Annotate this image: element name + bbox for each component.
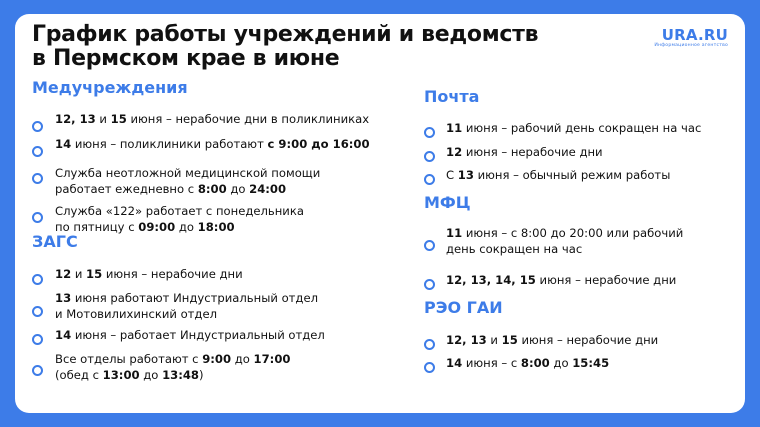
bullet-icon — [424, 339, 435, 350]
text: июня – поликлиники работают — [71, 137, 268, 151]
text: июня – нерабочие дни — [535, 273, 677, 287]
bullet-icon — [424, 174, 435, 185]
bold-text: 12 — [55, 267, 72, 281]
text: июня – нерабочие дни — [102, 267, 243, 281]
text: июня – рабочий день сокращен на час — [462, 121, 702, 135]
bold-text: 11 — [446, 226, 463, 240]
text: С — [446, 168, 458, 182]
list-item-post-3 — [446, 167, 670, 183]
bold-text: 14 — [446, 356, 463, 370]
bold-text: 24:00 — [249, 182, 287, 196]
list-item-line — [446, 332, 658, 348]
list-item-med-4 — [55, 203, 304, 235]
bold-text: 15 — [501, 333, 518, 347]
list-item-line — [55, 306, 318, 322]
list-item-line — [55, 351, 290, 367]
list-item-line — [446, 120, 701, 136]
bullet-icon — [424, 279, 435, 290]
bold-text: 15 — [110, 112, 127, 126]
list-item-med-3 — [55, 165, 320, 197]
text: и Мотовилихинский отдел — [55, 307, 217, 321]
list-item-line — [55, 266, 243, 282]
list-item-line — [55, 290, 318, 306]
ura-logo — [654, 27, 728, 49]
bullet-icon — [424, 240, 435, 251]
logo-tagline: Информационное агентство — [654, 43, 728, 48]
list-item-gai-2 — [446, 355, 609, 371]
text: до — [139, 368, 163, 382]
bold-text: 15:45 — [572, 356, 610, 370]
bold-text: 14 — [55, 328, 72, 342]
list-item-line — [55, 219, 304, 235]
bullet-icon — [32, 274, 43, 285]
text: июня – обычный режим работы — [473, 168, 671, 182]
section-heading-post: Почта — [424, 87, 480, 106]
text: и — [71, 267, 87, 281]
list-item-zags-4 — [55, 351, 290, 383]
bold-text: 13 — [457, 168, 474, 182]
bold-text: 12 — [446, 145, 463, 159]
text: и — [95, 112, 111, 126]
text: июня – нерабочие дни — [462, 145, 603, 159]
text: и — [486, 333, 502, 347]
bullet-icon — [424, 151, 435, 162]
list-item-line — [446, 167, 670, 183]
text: работает ежедневно с — [55, 182, 198, 196]
bold-text: 13:48 — [162, 368, 199, 382]
text: до — [175, 220, 198, 234]
info-card — [15, 14, 745, 413]
bold-text: 12, 13 — [55, 112, 96, 126]
bullet-icon — [32, 212, 43, 223]
text: до — [231, 352, 254, 366]
bold-text: 18:00 — [197, 220, 235, 234]
bold-text: 09:00 — [138, 220, 176, 234]
list-item-line — [55, 327, 325, 343]
bullet-icon — [32, 173, 43, 184]
bold-text: 11 — [446, 121, 463, 135]
bullet-icon — [32, 334, 43, 345]
list-item-zags-3 — [55, 327, 325, 343]
text: Все отделы работают с — [55, 352, 203, 366]
text: июня – с 8:00 до 20:00 или рабочий — [462, 226, 684, 240]
list-item-line — [446, 241, 683, 257]
list-item-line — [446, 355, 609, 371]
bullet-icon — [424, 127, 435, 138]
list-item-line — [446, 225, 683, 241]
list-item-line — [55, 136, 370, 152]
list-item-post-1 — [446, 120, 701, 136]
list-item-med-2 — [55, 136, 370, 152]
text: Служба «122» работает с понедельника — [55, 204, 304, 218]
list-item-line — [55, 165, 320, 181]
bullet-icon — [424, 362, 435, 373]
text: до — [549, 356, 573, 370]
list-item-med-1 — [55, 111, 369, 127]
bold-text: 8:00 — [520, 356, 550, 370]
section-heading-zags: ЗАГС — [32, 232, 78, 251]
page-title — [32, 23, 538, 71]
text: до — [226, 182, 250, 196]
bullet-icon — [32, 146, 43, 157]
bold-text: 15 — [86, 267, 103, 281]
title-line-2: в Пермском крае в июне — [32, 46, 340, 71]
section-heading-med: Медучреждения — [32, 78, 188, 97]
list-item-zags-2 — [55, 290, 318, 322]
text: июня работают Индустриальный отдел — [71, 291, 318, 305]
text: Служба неотложной медицинской помощи — [55, 166, 321, 180]
bold-text: 12, 13 — [446, 333, 487, 347]
bullet-icon — [32, 365, 43, 376]
bold-text: 13 — [55, 291, 72, 305]
bullet-icon — [32, 306, 43, 317]
text: (обед с — [55, 368, 103, 382]
text: июня – работает Индустриальный отдел — [71, 328, 325, 342]
list-item-line — [55, 203, 304, 219]
section-heading-mfc: МФЦ — [424, 193, 471, 212]
bold-text: 12, 13, 14, 15 — [446, 273, 536, 287]
list-item-post-2 — [446, 144, 603, 160]
list-item-line — [55, 367, 290, 383]
bold-text: 13:00 — [102, 368, 140, 382]
list-item-mfc-2 — [446, 272, 676, 288]
bold-text: 14 — [55, 137, 72, 151]
list-item-zags-1 — [55, 266, 243, 282]
list-item-line — [55, 181, 320, 197]
list-item-mfc-1 — [446, 225, 683, 257]
bullet-icon — [32, 121, 43, 132]
text: июня – нерабочие дни в поликлиниках — [126, 112, 370, 126]
text: по пятницу с — [55, 220, 139, 234]
bold-text: 17:00 — [253, 352, 291, 366]
bold-text: с 9:00 до 16:00 — [267, 137, 370, 151]
logo-name: URA.RU — [661, 26, 728, 44]
text: июня – нерабочие дни — [517, 333, 659, 347]
list-item-line — [446, 272, 676, 288]
list-item-line — [446, 144, 603, 160]
text: июня – с — [462, 356, 521, 370]
list-item-gai-1 — [446, 332, 658, 348]
title-line-1: График работы учреждений и ведомств — [32, 22, 539, 47]
text: ) — [198, 368, 204, 382]
section-heading-gai: РЭО ГАИ — [424, 298, 503, 317]
list-item-line — [55, 111, 369, 127]
bold-text: 9:00 — [202, 352, 232, 366]
text: день сокращен на час — [446, 242, 583, 256]
bold-text: 8:00 — [197, 182, 227, 196]
